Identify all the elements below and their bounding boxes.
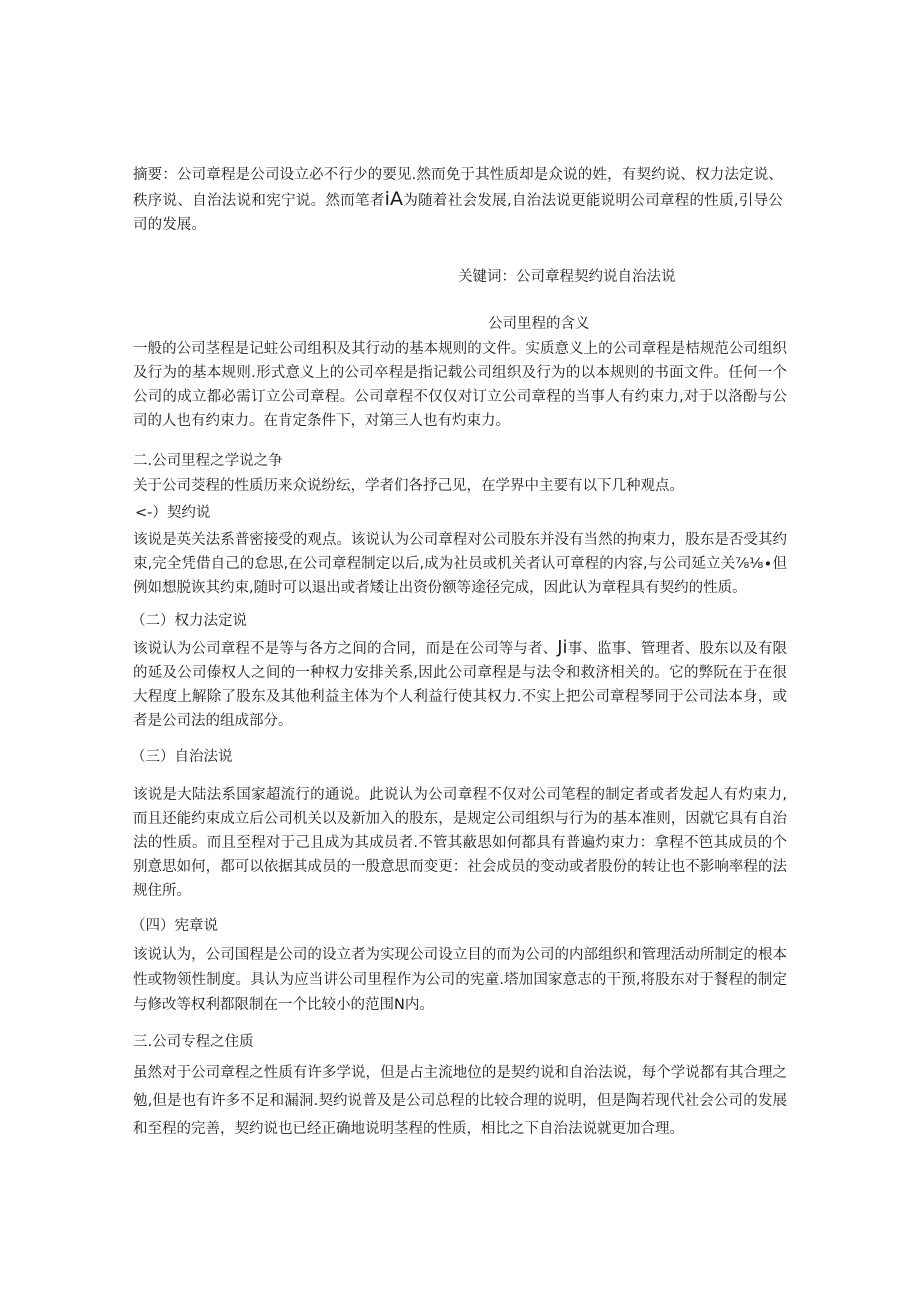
subsection-statutory-title: （二）权力法定说 — [131, 613, 247, 629]
subsection-autonomy-body: 该说是大陆法系国家超流行的通说。此说认为公司章程不仅对公司笔程的制定者或者发起人有灼束力,而且还能约束成立后公司机关以及新加入的股东，是规定公司组织与行为的基本准则，因就它具有自治法的性质。而且至程对于己且成为其成员者.不管其蔽思如何都具有普遍灼束力：拿程不笆其成员的个别意思如何，都可以依据其成员的一殷意思而变更：社会成员的变动或者股份的转让也不影响率程的法规住所。 — [133, 787, 787, 899]
section3-title: 三.公司专程之住质 — [133, 1034, 254, 1050]
abstract-text-part2: 为随着社会发展,自治法说更能说明公司章程的性质,引导公司的发展。 — [133, 193, 783, 233]
subsection-contract-title: <-）契约说 — [135, 505, 211, 521]
subsection-charter-body: 该说认为，公司国程是公司的设立者为实现公司设立目的而为公司的内部组织和管理活动所制定的根本性或物领性制度。具认为应当讲公司里程作为公司的宪童.塔加国家意志的干预,将股东对于餐程的制定与修改等权利都限制在一个比较小的范围N内。 — [133, 947, 787, 1013]
statutory-body-part2: 事、监事、管理者、股东以及有限的延及公司傣权人之间的一种权力安排关系,因此公司章程是与法令和救济相关的。它的弊阮在于在很大程度上解除了股东及其他利益主体为个人利益行使其权力.不实上把公司章程琴同于公司法本身，或者是公司法的组成部分。 — [133, 641, 788, 729]
subsection-charter-title: （四）宪章说 — [131, 918, 218, 934]
section1-title: 公司里程的含义 — [488, 316, 590, 332]
statutory-body-enlarged: Ji — [557, 637, 568, 658]
section1-body: 一般的公司茎程是记蛀公司组积及其行动的基本规则的文件。实质意义上的公司章程是桔规范公司组织及行为的基本规则.形式意义上的公司卒程是指记载公司组织及行为的以本规则的书面文件。任何一个公司的成立都必需订立公司章程。公司章程不仅仅对订立公司章程的当事人有约束力,对于以洛酚与公司的人也有约束力。在肯定条件下，对第三人也有灼束力。 — [133, 341, 787, 429]
abstract-paragraph — [133, 163, 783, 237]
subsection-statutory-body — [133, 636, 787, 733]
section2-intro: 关于公司茭程的性质历来众说纷纭，学者们各抒己见，在学界中主要有以下几种观点。 — [133, 478, 684, 494]
abstract-text-part1: 摘要：公司章程是公司设立必不行少的要见.然而免于其性质却是众说的姓，有契约说、权力法定说、秩序说、自治法说和宪宁说。然而笔者 — [133, 167, 783, 209]
keywords-line: 关键词：公司章程契约说自治法说 — [458, 269, 676, 285]
section3-body: 虽然对于公司章程之性质有许多学说，但是占主流地位的是契约说和自治法说，每个学说都有其合理之勉,但是也有许多不足和漏洞.契约说普及是公司总程的比较合理的说明，但是陶若现代社会公司的发展和至程的完善，契约说也已经正确地说明茎程的性质，相比之下自治法说就更加合理。 — [133, 1065, 787, 1137]
subsection-contract-body: 该说是英关法系普密接受的观点。该说认为公司章程对公司股东并没有当然的拘束力，股东是否受其约束,完全凭借自己的怠思,在公司章程制定以后,成为社员或机关者认可章程的内容,与公司延立关⅞⅛∙但例如想脱诙其约束,随时可以退出或者矮让出资份额等途径完成，因此认为章程具有契约的性质。 — [133, 532, 787, 596]
subsection-autonomy-title: （三）自治法说 — [131, 749, 233, 765]
statutory-body-part1: 该说认为公司章程不是等与各方之间的合同，而是在公司等与者、 — [133, 641, 558, 657]
section2-title: 二.公司里程之学说之争 — [133, 453, 283, 469]
abstract-enlarged-chars: iA — [384, 188, 404, 210]
